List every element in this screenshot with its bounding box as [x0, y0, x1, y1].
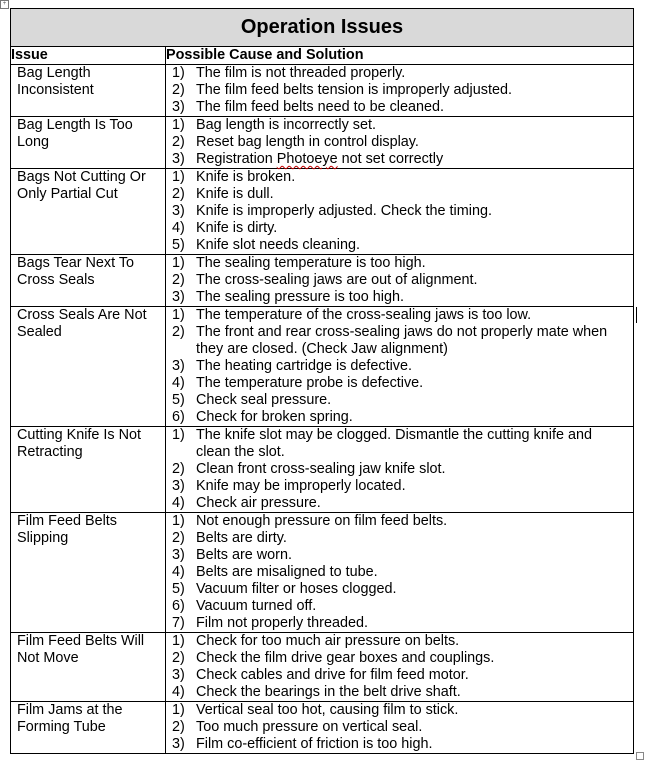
cause-item — [172, 151, 633, 168]
cause-text: The film feed belts tension is improperly adjusted. — [196, 82, 512, 98]
cause-item — [172, 667, 633, 684]
issue-column-header: Issue — [11, 47, 166, 65]
cause-text: The temperature of the cross-sealing jaws is too low. — [196, 307, 532, 323]
cause-number: 3) — [172, 667, 185, 683]
cause-cell — [166, 169, 634, 255]
cause-text: The temperature probe is defective. — [196, 375, 424, 391]
cause-number: 3) — [172, 478, 185, 494]
cause-text: Check the film drive gear boxes and couplings. — [196, 650, 495, 666]
cause-item — [172, 307, 633, 324]
title-row — [11, 9, 634, 47]
cause-cell — [166, 702, 634, 754]
cause-number: 7) — [172, 615, 185, 631]
issue-line: Cutting Knife Is Not — [17, 427, 141, 443]
cause-number: 2) — [172, 82, 185, 98]
cause-item — [172, 409, 633, 426]
cause-number: 3) — [172, 736, 185, 752]
cause-item — [172, 203, 633, 220]
cause-cell — [166, 255, 634, 307]
cause-item — [172, 375, 633, 392]
cause-number: 2) — [172, 186, 185, 202]
cause-number: 3) — [172, 289, 185, 305]
cause-number: 2) — [172, 530, 185, 546]
cause-item — [172, 461, 633, 478]
cause-item — [172, 427, 633, 444]
cause-number: 4) — [172, 564, 185, 580]
table-row — [11, 255, 634, 307]
cause-item — [172, 117, 633, 134]
issue-line: Not Move — [17, 650, 79, 666]
cause-text: Knife may be improperly located. — [196, 478, 406, 494]
operation-issues-table — [10, 8, 634, 754]
cause-number: 1) — [172, 702, 185, 718]
cause-text: Belts are dirty. — [196, 530, 287, 546]
issue-cell — [11, 307, 166, 427]
cause-number: 2) — [172, 719, 185, 735]
cause-text: Not enough pressure on film feed belts. — [196, 513, 448, 529]
cause-cell — [166, 307, 634, 427]
cause-number: 4) — [172, 495, 185, 511]
cause-text: The sealing pressure is too high. — [196, 289, 404, 305]
cause-item — [172, 237, 633, 254]
cause-number: 4) — [172, 375, 185, 391]
cause-number — [172, 444, 196, 461]
issue-line: Bag Length Is Too — [17, 117, 133, 133]
cause-text: The film feed belts need to be cleaned. — [196, 99, 444, 115]
cause-text: Too much pressure on vertical seal. — [196, 719, 423, 735]
cause-item — [172, 99, 633, 116]
cause-item — [172, 513, 633, 530]
cause-item — [172, 478, 633, 495]
issue-cell — [11, 255, 166, 307]
cause-text: Registration Photoeye not set correctly — [196, 151, 444, 167]
cause-item — [172, 358, 633, 375]
cause-cell — [166, 117, 634, 169]
issue-line: Sealed — [17, 324, 62, 340]
cause-text: Belts are worn. — [196, 547, 292, 563]
cause-cell — [166, 427, 634, 513]
cause-item — [172, 564, 633, 581]
issue-line: Long — [17, 134, 50, 150]
table-row — [11, 513, 634, 633]
cause-number: 1) — [172, 255, 185, 271]
cause-number: 2) — [172, 324, 185, 340]
issue-line: Film Feed Belts — [17, 513, 117, 529]
cause-number: 5) — [172, 581, 185, 597]
cause-text: Film not properly threaded. — [196, 615, 368, 631]
cause-cell — [166, 633, 634, 702]
cause-text: clean the slot. — [196, 444, 285, 460]
cause-text: Check for broken spring. — [196, 409, 353, 425]
cause-text: Check cables and drive for film feed motor. — [196, 667, 469, 683]
cause-text: Check the bearings in the belt drive shaft. — [196, 684, 461, 700]
cause-item — [172, 82, 633, 99]
cause-number: 2) — [172, 461, 185, 477]
cause-item — [172, 134, 633, 151]
cause-item — [172, 736, 633, 753]
text-cursor — [636, 307, 637, 323]
cause-number: 6) — [172, 598, 185, 614]
cause-item — [172, 702, 633, 719]
cause-text: Knife is dull. — [196, 186, 274, 202]
cause-item — [172, 444, 633, 461]
cause-number: 1) — [172, 633, 185, 649]
cause-number: 3) — [172, 203, 185, 219]
issue-line: Cross Seals Are Not — [17, 307, 147, 323]
table-row — [11, 702, 634, 754]
issue-cell — [11, 169, 166, 255]
issue-cell — [11, 702, 166, 754]
table-row — [11, 117, 634, 169]
cause-item — [172, 581, 633, 598]
table-title: Operation Issues — [11, 9, 634, 47]
cause-item — [172, 186, 633, 203]
cause-number: 4) — [172, 684, 185, 700]
cause-item — [172, 650, 633, 667]
cause-number — [172, 341, 196, 358]
issue-line: Bags Tear Next To — [17, 255, 135, 271]
cause-text: Knife is dirty. — [196, 220, 278, 236]
cause-text: Bag length is incorrectly set. — [196, 117, 376, 133]
cause-number: 1) — [172, 307, 185, 323]
cause-text: they are closed. (Check Jaw alignment) — [196, 341, 448, 357]
cause-item — [172, 220, 633, 237]
cause-number: 3) — [172, 99, 185, 115]
cause-item — [172, 495, 633, 512]
cause-text: Film co-efficient of friction is too high. — [196, 736, 433, 752]
cause-number: 1) — [172, 427, 185, 443]
cause-text: Vertical seal too hot, causing film to stick. — [196, 702, 459, 718]
cause-text: Knife is broken. — [196, 169, 296, 185]
cause-number: 5) — [172, 237, 185, 253]
cause-text: Check for too much air pressure on belts. — [196, 633, 460, 649]
cause-number: 1) — [172, 513, 185, 529]
issue-line: Film Feed Belts Will — [17, 633, 145, 649]
cause-text: The film is not threaded properly. — [196, 65, 406, 81]
cause-item — [172, 598, 633, 615]
issue-line: Bag Length — [17, 65, 91, 81]
cause-number: 3) — [172, 151, 185, 167]
table-row — [11, 427, 634, 513]
cause-text: Check air pressure. — [196, 495, 321, 511]
table-body — [11, 65, 634, 754]
cause-item — [172, 255, 633, 272]
cause-text: Clean front cross-sealing jaw knife slot. — [196, 461, 446, 477]
cause-item — [172, 65, 633, 82]
cause-text: The knife slot may be clogged. Dismantle the cutting knife and — [196, 427, 592, 443]
cause-text: Reset bag length in control display. — [196, 134, 419, 150]
cause-number: 6) — [172, 409, 185, 425]
cause-item — [172, 392, 633, 409]
cause-item — [172, 272, 633, 289]
issue-line: Forming Tube — [17, 719, 106, 735]
cause-item — [172, 633, 633, 650]
cause-text: Belts are misaligned to tube. — [196, 564, 378, 580]
cause-item — [172, 719, 633, 736]
cause-item — [172, 615, 633, 632]
cause-cell — [166, 65, 634, 117]
cause-number: 4) — [172, 220, 185, 236]
table-row — [11, 633, 634, 702]
cause-item — [172, 324, 633, 341]
table-row — [11, 169, 634, 255]
cause-number: 5) — [172, 392, 185, 408]
issue-cell — [11, 117, 166, 169]
cause-item — [172, 530, 633, 547]
cause-number: 2) — [172, 134, 185, 150]
cause-number: 1) — [172, 169, 185, 185]
issue-line: Film Jams at the — [17, 702, 123, 718]
cause-number: 1) — [172, 65, 185, 81]
issue-line: Inconsistent — [17, 82, 94, 98]
cause-number: 2) — [172, 272, 185, 288]
cause-text: Vacuum filter or hoses clogged. — [196, 581, 397, 597]
cause-number: 3) — [172, 547, 185, 563]
issue-line: Retracting — [17, 444, 83, 460]
header-row — [11, 47, 634, 65]
cause-text: The sealing temperature is too high. — [196, 255, 426, 271]
cause-text: Knife is improperly adjusted. Check the timing. — [196, 203, 492, 219]
cause-item — [172, 169, 633, 186]
table-row — [11, 307, 634, 427]
table-move-handle[interactable]: + — [0, 0, 9, 9]
cause-number: 3) — [172, 358, 185, 374]
cause-text: The cross-sealing jaws are out of alignment. — [196, 272, 478, 288]
spellcheck-word[interactable]: Photoeye — [276, 151, 338, 167]
cause-item — [172, 341, 633, 358]
cause-text: The heating cartridge is defective. — [196, 358, 412, 374]
cause-number: 1) — [172, 117, 185, 133]
cause-cell — [166, 513, 634, 633]
cause-text: Vacuum turned off. — [196, 598, 317, 614]
issue-cell — [11, 65, 166, 117]
cause-text: Check seal pressure. — [196, 392, 332, 408]
issue-cell — [11, 427, 166, 513]
issue-line: Slipping — [17, 530, 69, 546]
issue-cell — [11, 633, 166, 702]
cause-text: The front and rear cross-sealing jaws do not properly mate when — [196, 324, 608, 340]
issue-cell — [11, 513, 166, 633]
cause-text: Knife slot needs cleaning. — [196, 237, 361, 253]
cause-column-header: Possible Cause and Solution — [166, 47, 634, 65]
cause-item — [172, 289, 633, 306]
issue-line: Cross Seals — [17, 272, 95, 288]
issue-line: Bags Not Cutting Or — [17, 169, 146, 185]
issue-line: Only Partial Cut — [17, 186, 118, 202]
cause-number: 2) — [172, 650, 185, 666]
table-resize-handle[interactable] — [636, 752, 644, 760]
table-row — [11, 65, 634, 117]
cause-item — [172, 684, 633, 701]
cause-item — [172, 547, 633, 564]
